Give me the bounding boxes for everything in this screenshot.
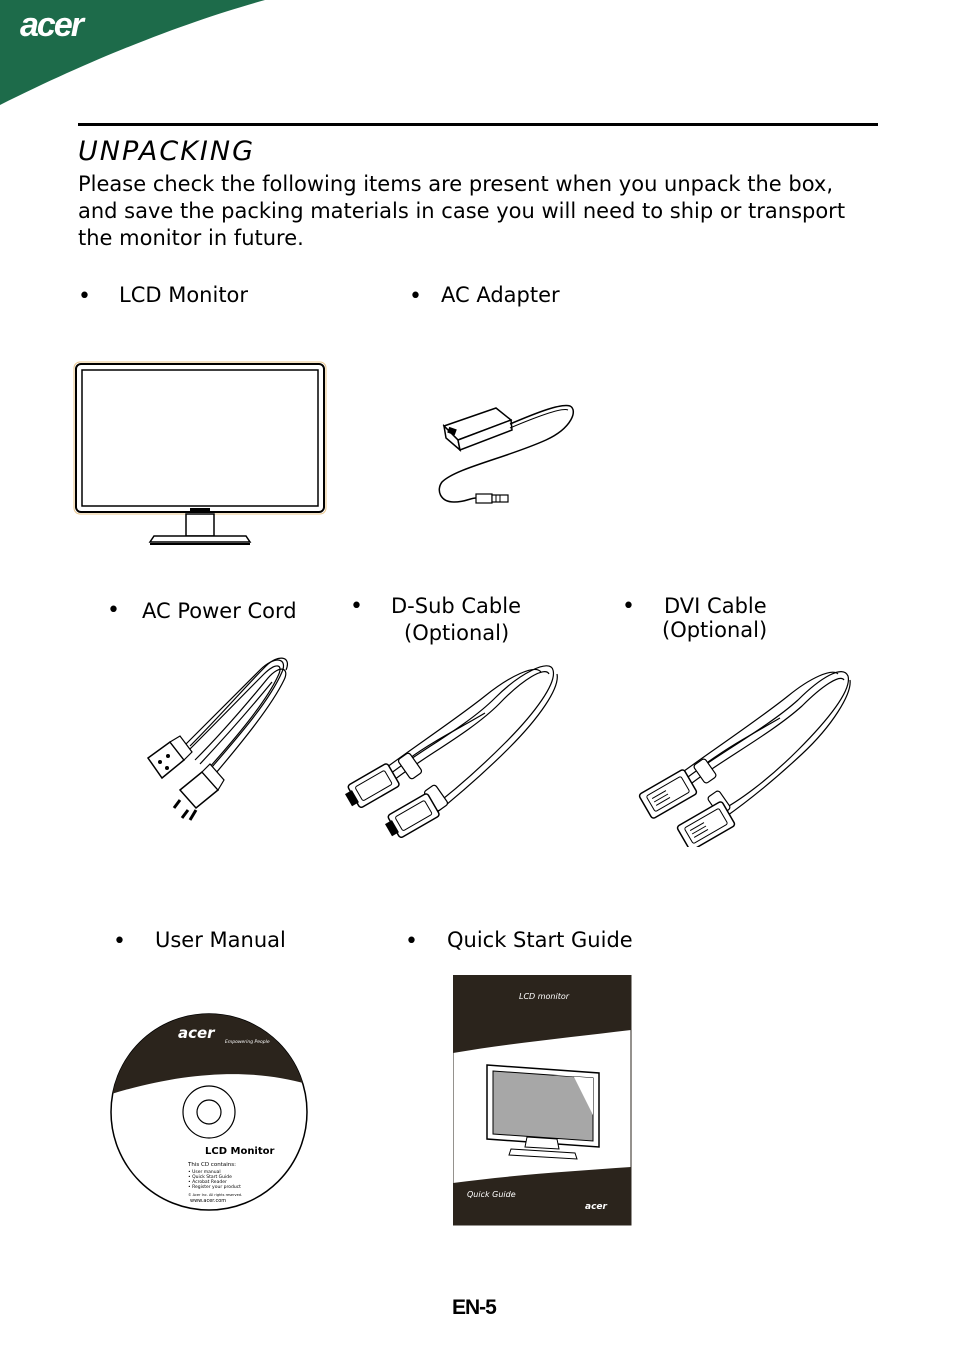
- cd-contents-item: • Register your product: [188, 1185, 241, 1190]
- cd-contents-item: • User manual: [188, 1170, 221, 1175]
- bullet-icon: •: [405, 929, 418, 954]
- acer-logo: acer: [20, 6, 82, 44]
- cd-brand-text: acer: [178, 1024, 215, 1042]
- ac-power-cord-illustration: [140, 650, 300, 825]
- quick-start-guide-booklet-illustration: [453, 975, 633, 1227]
- intro-line: Please check the following items are present when you unpack the box,: [78, 172, 834, 196]
- bullet-icon: •: [78, 284, 91, 309]
- cd-contents-item: • Quick Start Guide: [188, 1175, 232, 1180]
- item-label-quick-start-guide: Quick Start Guide: [447, 928, 633, 952]
- item-label-ac-power-cord: AC Power Cord: [142, 599, 297, 623]
- cd-contents-item: • Acrobat Reader: [188, 1180, 227, 1185]
- ac-adapter-illustration: [436, 398, 581, 513]
- cd-tagline-text: Empowering People: [225, 1040, 270, 1045]
- guide-footer-text: Quick Guide: [467, 1190, 516, 1199]
- dvi-cable-optional: (Optional): [662, 618, 768, 642]
- cd-copyright-text: © Acer Inc. All rights reserved.: [188, 1193, 243, 1197]
- guide-header-text: LCD monitor: [519, 992, 570, 1001]
- dsub-cable-illustration: [345, 658, 565, 838]
- header-rule: [78, 123, 878, 126]
- dvi-cable-name: DVI Cable: [664, 594, 767, 618]
- bullet-icon: •: [107, 598, 120, 623]
- dvi-cable-illustration: [638, 662, 853, 847]
- user-manual-cd-illustration: [108, 1010, 313, 1215]
- lcd-monitor-illustration: [70, 358, 332, 548]
- cd-title-text: LCD Monitor: [205, 1146, 275, 1157]
- item-label-lcd-monitor: LCD Monitor: [119, 283, 249, 307]
- dsub-cable-name: D-Sub Cable: [391, 594, 522, 618]
- intro-paragraph: [78, 171, 868, 252]
- item-label-dvi-cable: [662, 593, 767, 644]
- bullet-icon: •: [350, 594, 363, 619]
- item-label-user-manual: User Manual: [155, 928, 286, 952]
- item-label-ac-adapter: AC Adapter: [441, 283, 560, 307]
- intro-line: and save the packing materials in case you will need to ship or transport: [78, 199, 846, 223]
- section-title: UNPACKING: [78, 136, 256, 167]
- cd-contents-heading: This CD contains:: [188, 1162, 236, 1168]
- dsub-cable-optional: (Optional): [404, 621, 510, 645]
- cd-url-text: www.acer.com: [190, 1198, 227, 1204]
- bullet-icon: •: [622, 594, 635, 619]
- item-label-dsub-cable: [385, 593, 521, 647]
- guide-brand-text: acer: [585, 1202, 607, 1212]
- page-number: EN-5: [452, 1296, 496, 1319]
- bullet-icon: •: [409, 284, 422, 309]
- bullet-icon: •: [113, 929, 126, 954]
- intro-line: the monitor in future.: [78, 226, 304, 250]
